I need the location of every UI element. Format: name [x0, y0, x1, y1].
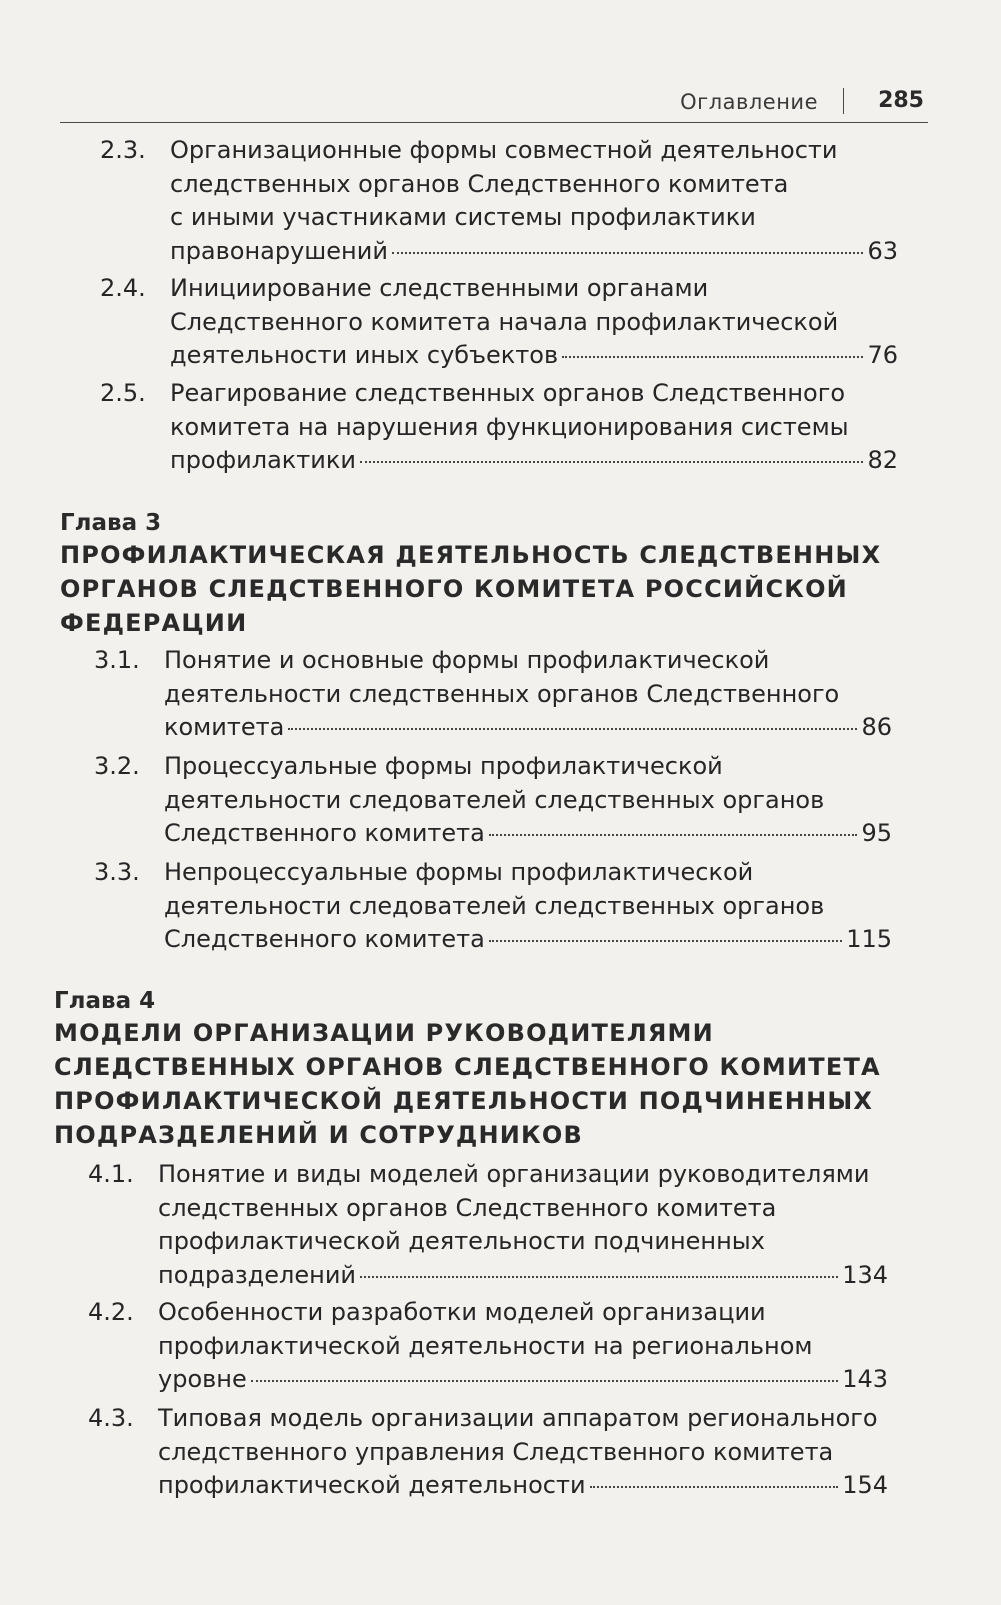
entry-page: 63	[867, 236, 898, 265]
entry-page: 86	[861, 713, 892, 741]
entry-title-line: профилактической деятельности на региональном	[158, 1331, 813, 1360]
entry-page: 154	[842, 1471, 888, 1499]
chapter-title-line: ФЕДЕРАЦИИ	[60, 609, 248, 637]
entry-title-line: профилактической деятельности	[158, 1471, 586, 1499]
entry-title-line: подразделений	[158, 1260, 357, 1289]
entry-number: 3.2.	[94, 752, 140, 780]
dot-leader	[360, 461, 864, 463]
chapter-title-line: ПРОФИЛАКТИЧЕСКАЯ ДЕЯТЕЛЬНОСТЬ СЛЕДСТВЕННЫХ	[60, 541, 882, 569]
entry-title-line: Особенности разработки моделей организации	[158, 1298, 766, 1326]
entry-number: 4.1.	[88, 1160, 134, 1188]
entry-title-line: Типовая модель организации аппаратом регионального	[158, 1404, 878, 1432]
dot-leader	[288, 728, 857, 730]
section-title: Оглавление	[680, 90, 818, 114]
dot-leader	[489, 834, 858, 836]
entry-title-line: Следственного комитета	[164, 819, 485, 847]
dot-leader	[562, 356, 863, 358]
entry-title-line: профилактики	[170, 446, 356, 474]
dot-leader	[489, 940, 842, 942]
dot-leader	[360, 1276, 838, 1278]
entry-title-line: Организационные формы совместной деятельности	[170, 136, 838, 164]
entry-title-line: деятельности иных субъектов	[170, 341, 559, 369]
dot-leader	[392, 252, 864, 254]
entry-title-line: комитета на нарушения функционирования системы	[170, 412, 849, 441]
entry-title-line: профилактической деятельности подчиненных	[158, 1227, 765, 1255]
entry-title-line: следственных органов Следственного комитета	[158, 1193, 777, 1222]
entry-page: 143	[842, 1365, 888, 1393]
entry-title-line: с иными участниками системы профилактики	[170, 203, 756, 231]
entry-number: 3.3.	[94, 858, 140, 886]
entry-title-line: следственного управления Следственного комитета	[158, 1437, 834, 1466]
entry-number: 3.1.	[94, 646, 140, 674]
chapter-title-line: ПОДРАЗДЕЛЕНИЙ И СОТРУДНИКОВ	[54, 1121, 583, 1149]
chapter-title-line: ОРГАНОВ СЛЕДСТВЕННОГО КОМИТЕТА РОССИЙСКОЙ	[60, 575, 848, 603]
entry-title-line: Следственного комитета начала профилактической	[170, 307, 839, 336]
page-number: 285	[878, 88, 924, 113]
entry-number: 2.3.	[100, 136, 146, 164]
entry-title-line: Непроцессуальные формы профилактической	[164, 858, 754, 886]
entry-title-line: правонарушений	[170, 236, 388, 265]
chapter-title-line: СЛЕДСТВЕННЫХ ОРГАНОВ СЛЕДСТВЕННОГО КОМИТЕТА	[54, 1053, 881, 1081]
chapter-title	[60, 538, 881, 640]
entry-page: 82	[867, 446, 898, 474]
entry-page: 134	[842, 1260, 888, 1289]
entry-number: 4.3.	[88, 1404, 134, 1432]
chapter-4-heading[interactable]	[54, 986, 881, 1152]
entry-title-line: деятельности следственных органов Следственного	[164, 679, 840, 708]
entry-page: 76	[867, 341, 898, 369]
entry-title-line: Понятие и основные формы профилактической	[164, 646, 770, 674]
entry-title-line: следственных органов Следственного комитета	[170, 169, 789, 198]
dot-leader	[251, 1380, 838, 1382]
chapter-label: Глава 4	[54, 988, 156, 1014]
chapter-title	[54, 1016, 881, 1152]
chapter-3-heading[interactable]	[60, 508, 881, 640]
chapter-label: Глава 3	[60, 510, 162, 536]
entry-title-line: Понятие и виды моделей организации руководителями	[158, 1160, 870, 1188]
entry-page: 115	[846, 925, 892, 953]
entry-title-line: деятельности следователей следственных органов	[164, 785, 825, 814]
entry-title-line: комитета	[164, 713, 285, 741]
entry-title-line: Реагирование следственных органов Следственного	[170, 379, 846, 407]
chapter-title-line: ПРОФИЛАКТИЧЕСКОЙ ДЕЯТЕЛЬНОСТИ ПОДЧИНЕННЫХ	[54, 1087, 874, 1115]
entry-title-line: Процессуальные формы профилактической	[164, 752, 723, 780]
entry-number: 2.4.	[100, 274, 146, 302]
entry-title-line: деятельности следователей следственных органов	[164, 891, 825, 920]
header-separator	[843, 88, 845, 114]
entry-page: 95	[861, 819, 892, 847]
entry-number: 2.5.	[100, 379, 146, 407]
entry-title-line: уровне	[158, 1365, 247, 1393]
entry-title-line: Следственного комитета	[164, 925, 485, 953]
chapter-title-line: МОДЕЛИ ОРГАНИЗАЦИИ РУКОВОДИТЕЛЯМИ	[54, 1019, 714, 1047]
entry-title-line: Инициирование следственными органами	[170, 274, 709, 302]
dot-leader	[590, 1486, 839, 1488]
running-header	[60, 86, 928, 123]
entry-number: 4.2.	[88, 1298, 134, 1326]
